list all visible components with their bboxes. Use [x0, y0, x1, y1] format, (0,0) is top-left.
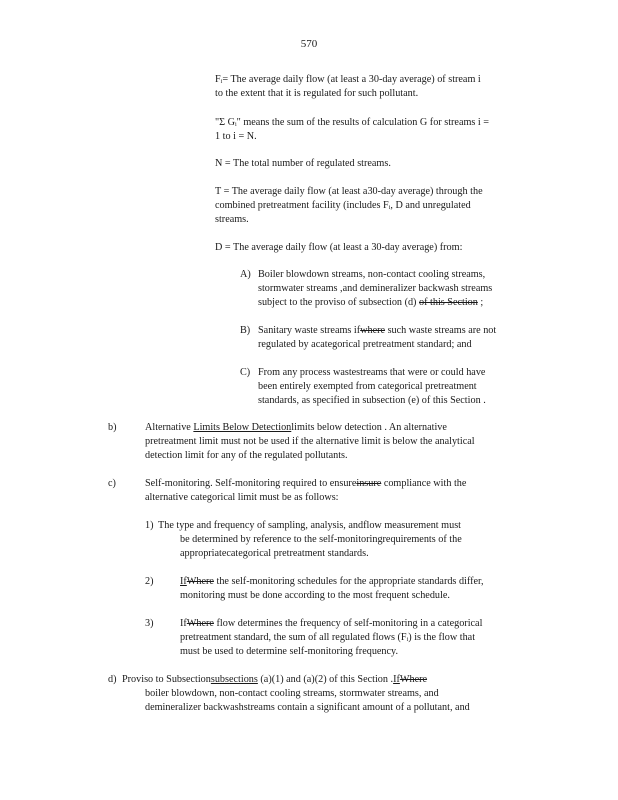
list-item-line: [258, 324, 540, 338]
list-item-line: From any process wastestreams that were or could have: [258, 367, 486, 378]
inserted-text: If: [393, 674, 400, 685]
deleted-text: Where: [399, 674, 428, 685]
list-item: [258, 268, 540, 310]
section-b: [145, 421, 528, 463]
section-c-line: [145, 477, 528, 491]
section-c-line: alternative categorical limit must be as follows:: [145, 492, 339, 503]
section-d-line: demineralizer backwashstreams contain a significant amount of a pollutant, and: [145, 702, 470, 713]
sum-definition: [215, 116, 542, 144]
fi-definition-line: to the extent that it is regulated for such pollutant.: [215, 88, 419, 99]
list-item-line: pretreatment standard, the sum of all regulated flows (Fᵢ) is the flow that: [180, 632, 476, 643]
list-item: [258, 324, 540, 352]
text-run: flow determines the frequency of self-monitoring in a categorical: [216, 618, 483, 629]
section-d: [122, 673, 527, 715]
list-item-line: [180, 617, 535, 631]
section-marker: c): [108, 478, 116, 489]
text-run: (a)(1) and (a)(2) of this Section .: [260, 674, 394, 685]
n-definition-line: N = The total number of regulated streams.: [215, 158, 391, 169]
deleted-text: where: [360, 325, 386, 336]
list-item-line: monitoring must be done according to the most frequent schedule.: [180, 590, 450, 601]
list-item: [180, 617, 535, 659]
text-run: such waste streams are not: [387, 325, 497, 336]
list-item-line: standards, as specified in subsection (e) of this Section .: [258, 395, 486, 406]
list-marker: B): [240, 325, 251, 336]
deleted-text: Where: [186, 618, 214, 629]
text-run: the self-monitoring schedules for the appropriate standards differ,: [216, 576, 484, 587]
text-run: ;: [480, 297, 484, 308]
inserted-text: If: [180, 576, 187, 587]
list-item-line: [258, 296, 540, 310]
text-run: subject to the proviso of subsection (d): [258, 297, 417, 308]
d-definition: [215, 241, 545, 255]
text-run: Alternative: [145, 422, 191, 433]
section-marker: b): [108, 422, 117, 433]
text-run: Self-monitoring. Self-monitoring required to ensure: [145, 478, 357, 489]
section-d-line: boiler blowdown, non-contact cooling streams, stormwater streams, and: [145, 688, 439, 699]
list-item: [258, 366, 540, 408]
deleted-text: Where: [186, 576, 214, 587]
sum-definition-line: 1 to i = N.: [215, 131, 257, 142]
list-marker: 3): [145, 618, 154, 629]
list-item-line: [180, 575, 535, 589]
list-item-line: must be used to determine self-monitoring frequency.: [180, 646, 399, 657]
t-definition-line: combined pretreatment facility (includes Fᵢ, D and unregulated: [215, 200, 471, 211]
page-number: 570: [300, 38, 318, 50]
section-d-line: [122, 673, 527, 687]
inserted-text: subsections: [210, 674, 258, 685]
section-marker: d): [108, 674, 117, 685]
t-definition-line: streams.: [215, 214, 249, 225]
t-definition: [215, 185, 545, 227]
list-item-line: appropriatecategorical pretreatment standards.: [180, 548, 369, 559]
list-item-line: stormwater streams ,and demineralizer backwash streams: [258, 283, 493, 294]
list-item: [158, 519, 528, 561]
text-run: If: [180, 618, 187, 629]
list-item-line: be determined by reference to the self-monitoringrequirements of the: [180, 534, 462, 545]
list-marker: A): [240, 269, 251, 280]
deleted-text: insure: [356, 478, 382, 489]
list-item-line: The type and frequency of sampling, analysis, andflow measurement must: [158, 520, 461, 531]
section-b-line: detection limit for any of the regulated pollutants.: [145, 450, 348, 461]
text-run: Proviso to Subsection: [122, 674, 211, 685]
list-marker: 2): [145, 576, 154, 587]
section-b-line: [145, 421, 528, 435]
sum-definition-line: "Σ Gᵢ" means the sum of the results of calculation G for streams i =: [215, 117, 490, 128]
section-c: [145, 477, 528, 505]
n-definition: [215, 157, 545, 171]
list-item: [180, 575, 535, 603]
list-marker: C): [240, 367, 251, 378]
inserted-text: Limits Below Detection: [193, 422, 292, 433]
fi-definition-line: Fᵢ= The average daily flow (at least a 30-day average) of stream i: [215, 74, 481, 85]
list-marker: 1): [145, 520, 154, 531]
section-b-line: pretreatment limit must not be used if the alternative limit is below the analytical: [145, 436, 475, 447]
text-run: compliance with the: [383, 478, 467, 489]
list-item-line: Boiler blowdown streams, non-contact cooling streams,: [258, 269, 486, 280]
d-definition-line: D = The average daily flow (at least a 30-day average) from:: [215, 242, 463, 253]
t-definition-line: T = The average daily flow (at least a30-day average) through the: [215, 186, 483, 197]
list-item-line: regulated by acategorical pretreatment standard; and: [258, 339, 472, 350]
text-run: limits below detection . An alternative: [291, 422, 447, 433]
text-run: Sanitary waste streams if: [258, 325, 361, 336]
deleted-text: of this Section: [419, 297, 478, 308]
list-item-line: been entirely exempted from categorical pretreatment: [258, 381, 477, 392]
fi-definition: [215, 73, 534, 101]
